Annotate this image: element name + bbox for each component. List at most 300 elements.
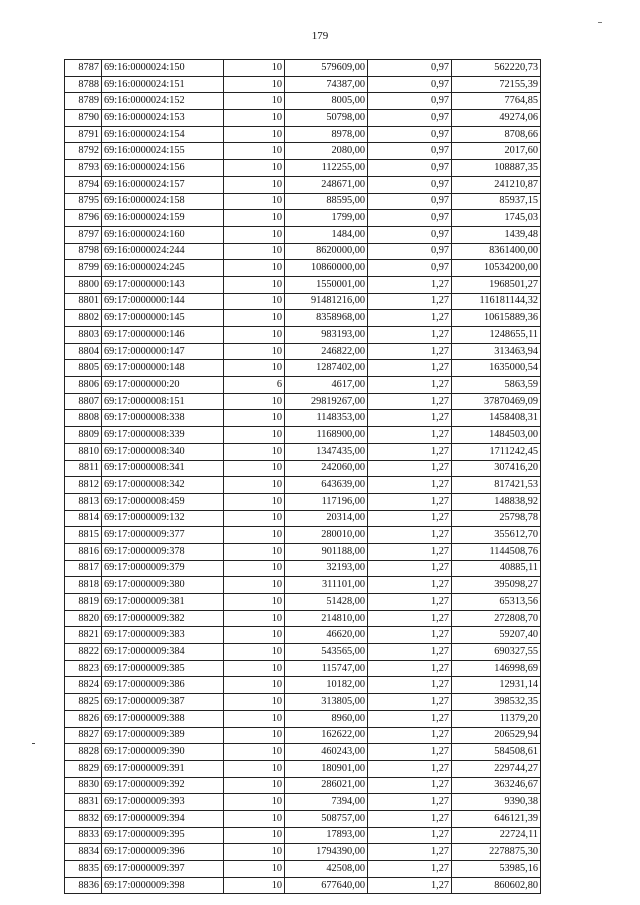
value-cell: 108887,35: [452, 160, 541, 177]
cadastral-number-cell: 69:17:0000008:151: [102, 393, 224, 410]
value-cell: 9390,38: [452, 794, 541, 811]
value-cell: 1439,48: [452, 226, 541, 243]
category-cell: 10: [224, 877, 285, 894]
cadastral-number-cell: 69:16:0000024:159: [102, 210, 224, 227]
table-row: [65, 443, 541, 460]
coefficient-cell: 1,27: [368, 477, 452, 494]
table-row: [65, 210, 541, 227]
area-cell: 242060,00: [285, 460, 368, 477]
table-row: [65, 243, 541, 260]
value-cell: 1635000,54: [452, 360, 541, 377]
table-row: [65, 727, 541, 744]
row-number-cell: 8802: [65, 310, 102, 327]
cadastral-number-cell: 69:17:0000008:338: [102, 410, 224, 427]
cadastral-number-cell: 69:16:0000024:152: [102, 93, 224, 110]
cadastral-number-cell: 69:16:0000024:153: [102, 110, 224, 127]
table-row: [65, 360, 541, 377]
value-cell: 229744,27: [452, 760, 541, 777]
category-cell: 10: [224, 777, 285, 794]
area-cell: 32193,00: [285, 560, 368, 577]
category-cell: 10: [224, 827, 285, 844]
cadastral-number-cell: 69:17:0000009:132: [102, 510, 224, 527]
table-row: [65, 810, 541, 827]
cadastral-number-cell: 69:16:0000024:156: [102, 160, 224, 177]
area-cell: 280010,00: [285, 527, 368, 544]
coefficient-cell: 1,27: [368, 861, 452, 878]
coefficient-cell: 1,27: [368, 543, 452, 560]
area-cell: 2080,00: [285, 143, 368, 160]
cadastral-number-cell: 69:17:0000008:459: [102, 493, 224, 510]
row-number-cell: 8788: [65, 76, 102, 93]
row-number-cell: 8817: [65, 560, 102, 577]
area-cell: 543565,00: [285, 644, 368, 661]
area-cell: 10860000,00: [285, 260, 368, 277]
area-cell: 51428,00: [285, 594, 368, 611]
table-row: [65, 310, 541, 327]
table-row: [65, 327, 541, 344]
coefficient-cell: 0,97: [368, 260, 452, 277]
cadastral-number-cell: 69:17:0000009:380: [102, 577, 224, 594]
row-number-cell: 8833: [65, 827, 102, 844]
table-row: [65, 577, 541, 594]
coefficient-cell: 1,27: [368, 827, 452, 844]
table-row: [65, 143, 541, 160]
category-cell: 10: [224, 327, 285, 344]
coefficient-cell: 1,27: [368, 760, 452, 777]
table-row: [65, 744, 541, 761]
category-cell: 10: [224, 293, 285, 310]
area-cell: 460243,00: [285, 744, 368, 761]
coefficient-cell: 0,97: [368, 60, 452, 77]
value-cell: 22724,11: [452, 827, 541, 844]
cadastral-number-cell: 69:17:0000009:397: [102, 861, 224, 878]
value-cell: 12931,14: [452, 677, 541, 694]
category-cell: 10: [224, 560, 285, 577]
area-cell: 246822,00: [285, 343, 368, 360]
cadastral-number-cell: 69:17:0000000:145: [102, 310, 224, 327]
value-cell: 1745,03: [452, 210, 541, 227]
area-cell: 29819267,00: [285, 393, 368, 410]
category-cell: 10: [224, 543, 285, 560]
category-cell: 10: [224, 393, 285, 410]
table-body: [65, 60, 541, 894]
category-cell: 10: [224, 193, 285, 210]
coefficient-cell: 1,27: [368, 627, 452, 644]
cadastral-number-cell: 69:17:0000009:394: [102, 810, 224, 827]
row-number-cell: 8803: [65, 327, 102, 344]
row-number-cell: 8787: [65, 60, 102, 77]
row-number-cell: 8795: [65, 193, 102, 210]
category-cell: 10: [224, 427, 285, 444]
row-number-cell: 8801: [65, 293, 102, 310]
table-row: [65, 760, 541, 777]
value-cell: 72155,39: [452, 76, 541, 93]
cadastral-number-cell: 69:17:0000008:339: [102, 427, 224, 444]
row-number-cell: 8797: [65, 226, 102, 243]
category-cell: 10: [224, 110, 285, 127]
table-row: [65, 694, 541, 711]
row-number-cell: 8832: [65, 810, 102, 827]
row-number-cell: 8826: [65, 710, 102, 727]
table-row: [65, 343, 541, 360]
category-cell: 10: [224, 644, 285, 661]
category-cell: 10: [224, 143, 285, 160]
area-cell: 112255,00: [285, 160, 368, 177]
table-row: [65, 527, 541, 544]
row-number-cell: 8834: [65, 844, 102, 861]
area-cell: 117196,00: [285, 493, 368, 510]
value-cell: 1458408,31: [452, 410, 541, 427]
category-cell: 10: [224, 243, 285, 260]
category-cell: 10: [224, 443, 285, 460]
coefficient-cell: 1,27: [368, 694, 452, 711]
value-cell: 49274,06: [452, 110, 541, 127]
table-row: [65, 827, 541, 844]
coefficient-cell: 1,27: [368, 427, 452, 444]
cadastral-number-cell: 69:17:0000009:398: [102, 877, 224, 894]
coefficient-cell: 0,97: [368, 193, 452, 210]
cadastral-number-cell: 69:17:0000009:389: [102, 727, 224, 744]
coefficient-cell: 1,27: [368, 844, 452, 861]
area-cell: 4617,00: [285, 377, 368, 394]
table-row: [65, 93, 541, 110]
area-cell: 1799,00: [285, 210, 368, 227]
table-row: [65, 493, 541, 510]
row-number-cell: 8806: [65, 377, 102, 394]
category-cell: 10: [224, 694, 285, 711]
coefficient-cell: 0,97: [368, 143, 452, 160]
coefficient-cell: 1,27: [368, 360, 452, 377]
coefficient-cell: 1,27: [368, 744, 452, 761]
row-number-cell: 8809: [65, 427, 102, 444]
row-number-cell: 8790: [65, 110, 102, 127]
value-cell: 562220,73: [452, 60, 541, 77]
category-cell: 10: [224, 276, 285, 293]
cadastral-number-cell: 69:17:0000009:378: [102, 543, 224, 560]
cadastral-number-cell: 69:17:0000009:384: [102, 644, 224, 661]
table-row: [65, 794, 541, 811]
cadastral-table: [64, 59, 541, 894]
row-number-cell: 8820: [65, 610, 102, 627]
area-cell: 214810,00: [285, 610, 368, 627]
area-cell: 8960,00: [285, 710, 368, 727]
cadastral-number-cell: 69:17:0000009:396: [102, 844, 224, 861]
cadastral-number-cell: 69:17:0000000:20: [102, 377, 224, 394]
area-cell: 643639,00: [285, 477, 368, 494]
row-number-cell: 8828: [65, 744, 102, 761]
area-cell: 8358968,00: [285, 310, 368, 327]
value-cell: 307416,20: [452, 460, 541, 477]
table-row: [65, 877, 541, 894]
category-cell: 10: [224, 310, 285, 327]
category-cell: 10: [224, 210, 285, 227]
area-cell: 50798,00: [285, 110, 368, 127]
area-cell: 579609,00: [285, 60, 368, 77]
value-cell: 37870469,09: [452, 393, 541, 410]
row-number-cell: 8823: [65, 660, 102, 677]
table-row: [65, 627, 541, 644]
cadastral-number-cell: 69:17:0000009:392: [102, 777, 224, 794]
cadastral-number-cell: 69:17:0000009:382: [102, 610, 224, 627]
value-cell: 85937,15: [452, 193, 541, 210]
cadastral-number-cell: 69:17:0000009:391: [102, 760, 224, 777]
row-number-cell: 8822: [65, 644, 102, 661]
value-cell: 1484503,00: [452, 427, 541, 444]
cadastral-number-cell: 69:16:0000024:150: [102, 60, 224, 77]
row-number-cell: 8835: [65, 861, 102, 878]
scan-mark: [598, 22, 602, 23]
cadastral-number-cell: 69:17:0000008:342: [102, 477, 224, 494]
area-cell: 20314,00: [285, 510, 368, 527]
table-row: [65, 861, 541, 878]
value-cell: 10534200,00: [452, 260, 541, 277]
row-number-cell: 8831: [65, 794, 102, 811]
coefficient-cell: 1,27: [368, 527, 452, 544]
row-number-cell: 8811: [65, 460, 102, 477]
row-number-cell: 8836: [65, 877, 102, 894]
cadastral-number-cell: 69:17:0000009:385: [102, 660, 224, 677]
area-cell: 8978,00: [285, 126, 368, 143]
coefficient-cell: 1,27: [368, 493, 452, 510]
coefficient-cell: 1,27: [368, 577, 452, 594]
row-number-cell: 8825: [65, 694, 102, 711]
area-cell: 313805,00: [285, 694, 368, 711]
area-cell: 162622,00: [285, 727, 368, 744]
value-cell: 10615889,36: [452, 310, 541, 327]
table-row: [65, 193, 541, 210]
value-cell: 59207,40: [452, 627, 541, 644]
area-cell: 1484,00: [285, 226, 368, 243]
table-row: [65, 126, 541, 143]
cadastral-number-cell: 69:17:0000008:341: [102, 460, 224, 477]
value-cell: 146998,69: [452, 660, 541, 677]
area-cell: 286021,00: [285, 777, 368, 794]
coefficient-cell: 1,27: [368, 677, 452, 694]
value-cell: 1711242,45: [452, 443, 541, 460]
table-row: [65, 594, 541, 611]
category-cell: 10: [224, 226, 285, 243]
table-row: [65, 460, 541, 477]
area-cell: 248671,00: [285, 176, 368, 193]
row-number-cell: 8798: [65, 243, 102, 260]
row-number-cell: 8807: [65, 393, 102, 410]
cadastral-number-cell: 69:16:0000024:157: [102, 176, 224, 193]
category-cell: 10: [224, 810, 285, 827]
value-cell: 1248655,11: [452, 327, 541, 344]
row-number-cell: 8815: [65, 527, 102, 544]
row-number-cell: 8818: [65, 577, 102, 594]
table-row: [65, 76, 541, 93]
table-row: [65, 644, 541, 661]
coefficient-cell: 1,27: [368, 777, 452, 794]
scan-mark: [32, 743, 35, 744]
value-cell: 690327,55: [452, 644, 541, 661]
area-cell: 91481216,00: [285, 293, 368, 310]
value-cell: 2278875,30: [452, 844, 541, 861]
value-cell: 53985,16: [452, 861, 541, 878]
row-number-cell: 8821: [65, 627, 102, 644]
category-cell: 10: [224, 861, 285, 878]
coefficient-cell: 1,27: [368, 710, 452, 727]
category-cell: 10: [224, 493, 285, 510]
value-cell: 313463,94: [452, 343, 541, 360]
coefficient-cell: 1,27: [368, 276, 452, 293]
cadastral-number-cell: 69:17:0000000:144: [102, 293, 224, 310]
category-cell: 10: [224, 93, 285, 110]
coefficient-cell: 1,27: [368, 327, 452, 344]
coefficient-cell: 1,27: [368, 310, 452, 327]
category-cell: 10: [224, 126, 285, 143]
value-cell: 116181144,32: [452, 293, 541, 310]
table-row: [65, 377, 541, 394]
coefficient-cell: 1,27: [368, 293, 452, 310]
area-cell: 508757,00: [285, 810, 368, 827]
coefficient-cell: 1,27: [368, 877, 452, 894]
cadastral-number-cell: 69:17:0000009:390: [102, 744, 224, 761]
table-row: [65, 560, 541, 577]
value-cell: 355612,70: [452, 527, 541, 544]
category-cell: 10: [224, 610, 285, 627]
row-number-cell: 8824: [65, 677, 102, 694]
table-row: [65, 110, 541, 127]
category-cell: 10: [224, 794, 285, 811]
row-number-cell: 8804: [65, 343, 102, 360]
category-cell: 10: [224, 727, 285, 744]
category-cell: 10: [224, 477, 285, 494]
table-row: [65, 276, 541, 293]
value-cell: 272808,70: [452, 610, 541, 627]
row-number-cell: 8816: [65, 543, 102, 560]
area-cell: 1550001,00: [285, 276, 368, 293]
table-row: [65, 610, 541, 627]
cadastral-number-cell: 69:16:0000024:245: [102, 260, 224, 277]
area-cell: 46620,00: [285, 627, 368, 644]
category-cell: 10: [224, 627, 285, 644]
row-number-cell: 8791: [65, 126, 102, 143]
table-row: [65, 60, 541, 77]
area-cell: 74387,00: [285, 76, 368, 93]
table-row: [65, 410, 541, 427]
area-cell: 677640,00: [285, 877, 368, 894]
value-cell: 584508,61: [452, 744, 541, 761]
table-row: [65, 677, 541, 694]
value-cell: 5863,59: [452, 377, 541, 394]
cadastral-number-cell: 69:17:0000000:146: [102, 327, 224, 344]
area-cell: 1287402,00: [285, 360, 368, 377]
coefficient-cell: 0,97: [368, 93, 452, 110]
table-row: [65, 226, 541, 243]
area-cell: 8620000,00: [285, 243, 368, 260]
value-cell: 398532,35: [452, 694, 541, 711]
coefficient-cell: 1,27: [368, 343, 452, 360]
cadastral-number-cell: 69:17:0000009:383: [102, 627, 224, 644]
coefficient-cell: 0,97: [368, 243, 452, 260]
coefficient-cell: 0,97: [368, 176, 452, 193]
row-number-cell: 8827: [65, 727, 102, 744]
coefficient-cell: 1,27: [368, 610, 452, 627]
row-number-cell: 8796: [65, 210, 102, 227]
category-cell: 6: [224, 377, 285, 394]
value-cell: 2017,60: [452, 143, 541, 160]
row-number-cell: 8800: [65, 276, 102, 293]
cadastral-number-cell: 69:17:0000009:381: [102, 594, 224, 611]
table-row: [65, 543, 541, 560]
value-cell: 25798,78: [452, 510, 541, 527]
value-cell: 206529,94: [452, 727, 541, 744]
area-cell: 180901,00: [285, 760, 368, 777]
cadastral-number-cell: 69:16:0000024:155: [102, 143, 224, 160]
category-cell: 10: [224, 760, 285, 777]
area-cell: 983193,00: [285, 327, 368, 344]
value-cell: 363246,67: [452, 777, 541, 794]
category-cell: 10: [224, 410, 285, 427]
area-cell: 17893,00: [285, 827, 368, 844]
category-cell: 10: [224, 677, 285, 694]
table-row: [65, 660, 541, 677]
page-number: 179: [311, 30, 329, 42]
cadastral-number-cell: 69:16:0000024:244: [102, 243, 224, 260]
cadastral-number-cell: 69:17:0000008:340: [102, 443, 224, 460]
table-row: [65, 393, 541, 410]
value-cell: 8361400,00: [452, 243, 541, 260]
cadastral-number-cell: 69:16:0000024:160: [102, 226, 224, 243]
cadastral-number-cell: 69:17:0000009:377: [102, 527, 224, 544]
table-row: [65, 293, 541, 310]
table-row: [65, 510, 541, 527]
area-cell: 10182,00: [285, 677, 368, 694]
table-row: [65, 710, 541, 727]
coefficient-cell: 1,27: [368, 377, 452, 394]
row-number-cell: 8794: [65, 176, 102, 193]
coefficient-cell: 1,27: [368, 460, 452, 477]
category-cell: 10: [224, 510, 285, 527]
category-cell: 10: [224, 594, 285, 611]
coefficient-cell: 1,27: [368, 560, 452, 577]
row-number-cell: 8789: [65, 93, 102, 110]
category-cell: 10: [224, 260, 285, 277]
row-number-cell: 8819: [65, 594, 102, 611]
value-cell: 817421,53: [452, 477, 541, 494]
cadastral-number-cell: 69:17:0000009:379: [102, 560, 224, 577]
cadastral-number-cell: 69:16:0000024:158: [102, 193, 224, 210]
row-number-cell: 8813: [65, 493, 102, 510]
area-cell: 1794390,00: [285, 844, 368, 861]
area-cell: 311101,00: [285, 577, 368, 594]
coefficient-cell: 0,97: [368, 126, 452, 143]
row-number-cell: 8810: [65, 443, 102, 460]
coefficient-cell: 1,27: [368, 443, 452, 460]
cadastral-number-cell: 69:17:0000000:143: [102, 276, 224, 293]
table-row: [65, 777, 541, 794]
cadastral-number-cell: 69:17:0000000:148: [102, 360, 224, 377]
cadastral-number-cell: 69:16:0000024:154: [102, 126, 224, 143]
table-row: [65, 260, 541, 277]
category-cell: 10: [224, 176, 285, 193]
value-cell: 65313,56: [452, 594, 541, 611]
area-cell: 901188,00: [285, 543, 368, 560]
coefficient-cell: 0,97: [368, 210, 452, 227]
table-row: [65, 477, 541, 494]
value-cell: 1968501,27: [452, 276, 541, 293]
coefficient-cell: 1,27: [368, 727, 452, 744]
category-cell: 10: [224, 844, 285, 861]
table-row: [65, 844, 541, 861]
coefficient-cell: 1,27: [368, 393, 452, 410]
table-row: [65, 427, 541, 444]
category-cell: 10: [224, 577, 285, 594]
cadastral-number-cell: 69:17:0000009:386: [102, 677, 224, 694]
value-cell: 860602,80: [452, 877, 541, 894]
